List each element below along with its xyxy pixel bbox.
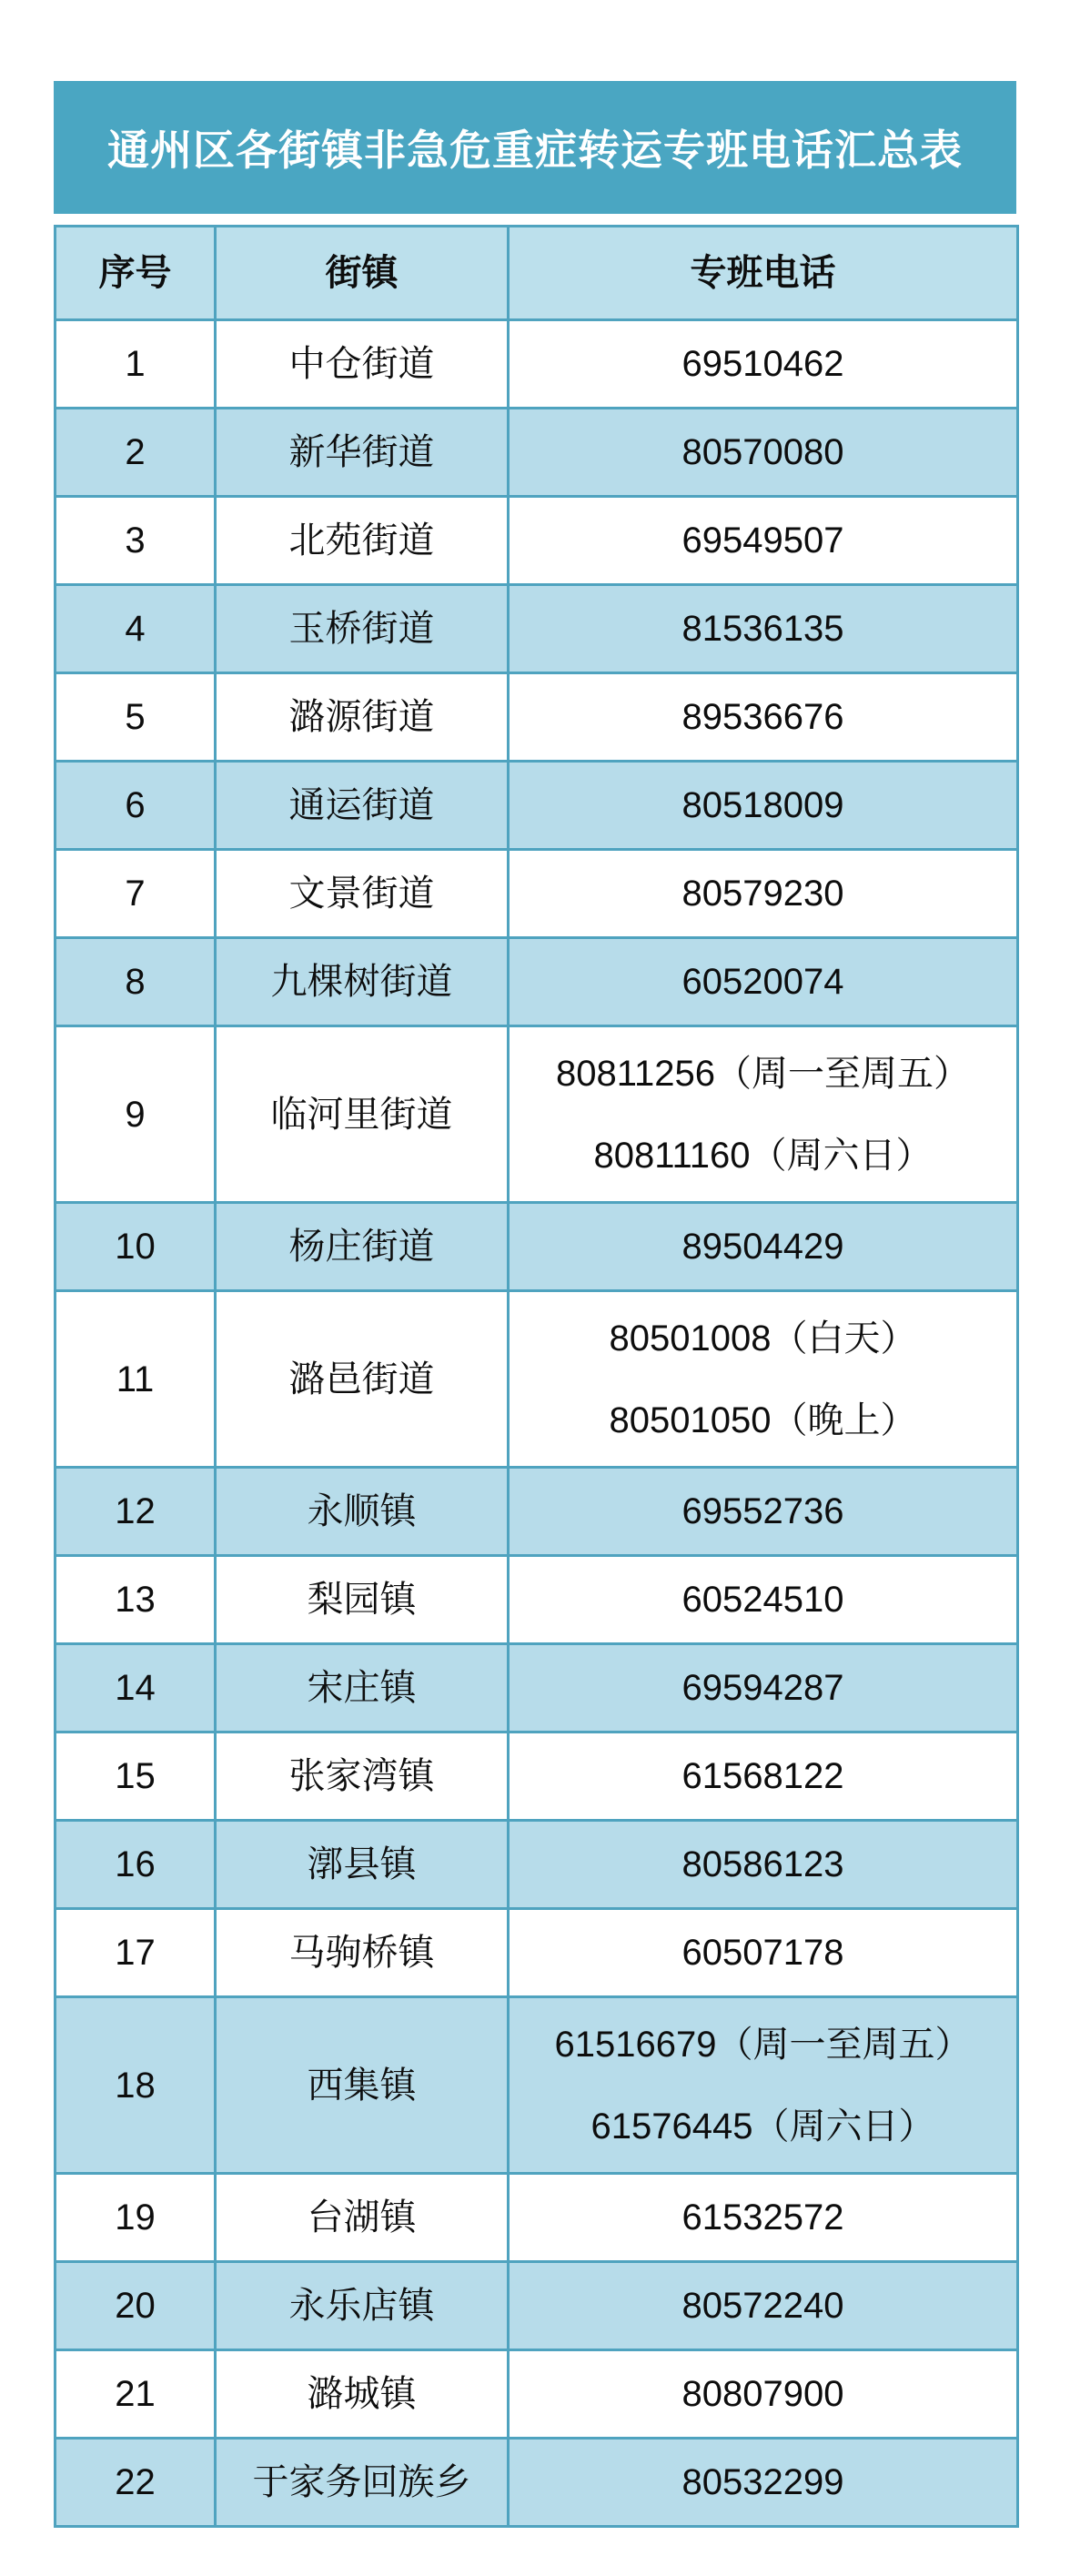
table-row: [56, 1291, 1018, 1468]
phone-lines: [510, 346, 1016, 382]
town-cell: 宋庄镇: [216, 1644, 509, 1732]
phone-lines: [510, 1228, 1016, 1265]
title-table-gap: [54, 214, 1070, 225]
phone-lines: [510, 2026, 1016, 2145]
phone-cell: [509, 497, 1018, 585]
town-cell: 梨园镇: [216, 1556, 509, 1644]
phone-lines: [510, 1053, 1016, 1176]
table-row: [56, 2174, 1018, 2262]
phone-lines: [510, 1758, 1016, 1794]
phone-lines: [510, 1493, 1016, 1530]
row-index-cell: 22: [56, 2439, 216, 2527]
phone-lines: [510, 522, 1016, 559]
phone-cell: [509, 320, 1018, 409]
table-row: [56, 409, 1018, 497]
table-row: [56, 850, 1018, 938]
town-cell: 张家湾镇: [216, 1732, 509, 1821]
row-index-cell: 2: [56, 409, 216, 497]
town-cell: 潞城镇: [216, 2350, 509, 2439]
phone-number: 80807900: [681, 2374, 844, 2414]
table-row: [56, 585, 1018, 673]
phone-cell: [509, 1203, 1018, 1291]
table-row: [56, 762, 1018, 850]
town-cell: 潞邑街道: [216, 1291, 509, 1468]
phone-number: 69552736: [681, 1491, 844, 1531]
phone-number: 61576445（周六日）: [591, 2106, 935, 2147]
phone-cell: [509, 673, 1018, 762]
town-cell: 玉桥街道: [216, 585, 509, 673]
town-cell: 临河里街道: [216, 1026, 509, 1203]
phone-cell: [509, 938, 1018, 1026]
phone-lines: [510, 787, 1016, 823]
phone-number: 69549507: [681, 520, 844, 561]
table-row: [56, 2439, 1018, 2527]
table-row: [56, 1997, 1018, 2174]
phone-number: 89536676: [681, 697, 844, 737]
phone-cell: [509, 1556, 1018, 1644]
table-row: [56, 1732, 1018, 1821]
table-row: [56, 497, 1018, 585]
phone-number: 80570080: [681, 432, 844, 472]
phone-cell: [509, 1468, 1018, 1556]
row-index-cell: 3: [56, 497, 216, 585]
table-row: [56, 673, 1018, 762]
town-cell: 永乐店镇: [216, 2262, 509, 2350]
phone-cell: [509, 2262, 1018, 2350]
row-index-cell: 9: [56, 1026, 216, 1203]
table-row: [56, 320, 1018, 409]
town-cell: 台湖镇: [216, 2174, 509, 2262]
phone-cell: [509, 1821, 1018, 1909]
row-index-cell: 15: [56, 1732, 216, 1821]
town-cell: 潞源街道: [216, 673, 509, 762]
phone-cell: [509, 2439, 1018, 2527]
phone-lines: [510, 2376, 1016, 2412]
table-row: [56, 1203, 1018, 1291]
town-cell: 杨庄街道: [216, 1203, 509, 1291]
phone-number: 60507178: [681, 1933, 844, 1973]
table-row: [56, 1909, 1018, 1997]
town-cell: 中仓街道: [216, 320, 509, 409]
phone-lines: [510, 2464, 1016, 2500]
phone-lines: [510, 434, 1016, 470]
phone-number: 60524510: [681, 1580, 844, 1620]
table-row: [56, 1821, 1018, 1909]
table-row: [56, 2262, 1018, 2350]
table-row: [56, 1644, 1018, 1732]
phone-cell: [509, 585, 1018, 673]
town-cell: 北苑街道: [216, 497, 509, 585]
row-index-cell: 4: [56, 585, 216, 673]
phone-number: 80501050（晚上）: [609, 1399, 917, 1440]
phone-number: 69594287: [681, 1668, 844, 1708]
phone-number: 80501008（白天）: [609, 1318, 917, 1359]
phone-number: 81536135: [681, 609, 844, 649]
phone-number: 80572240: [681, 2286, 844, 2326]
row-index-cell: 7: [56, 850, 216, 938]
row-index-cell: 11: [56, 1291, 216, 1468]
phone-cell: [509, 1732, 1018, 1821]
row-index-cell: 6: [56, 762, 216, 850]
phone-number: 60520074: [681, 962, 844, 1002]
table-row: [56, 1026, 1018, 1203]
town-cell: 马驹桥镇: [216, 1909, 509, 1997]
phone-cell: [509, 1644, 1018, 1732]
phone-lines: [510, 964, 1016, 1000]
town-cell: 九棵树街道: [216, 938, 509, 1026]
town-cell: 西集镇: [216, 1997, 509, 2174]
table-row: [56, 938, 1018, 1026]
row-index-cell: 1: [56, 320, 216, 409]
row-index-cell: 14: [56, 1644, 216, 1732]
town-cell: 新华街道: [216, 409, 509, 497]
phone-cell: [509, 409, 1018, 497]
town-cell: 于家务回族乡: [216, 2439, 509, 2527]
phone-cell: [509, 762, 1018, 850]
row-index-cell: 12: [56, 1468, 216, 1556]
phone-lines: [510, 611, 1016, 647]
phone-lines: [510, 1846, 1016, 1883]
row-index-cell: 17: [56, 1909, 216, 1997]
row-index-cell: 10: [56, 1203, 216, 1291]
phone-number: 89504429: [681, 1227, 844, 1267]
row-index-cell: 21: [56, 2350, 216, 2439]
phone-cell: [509, 1026, 1018, 1203]
row-index-cell: 18: [56, 1997, 216, 2174]
phone-lines: [510, 699, 1016, 735]
phone-lines: [510, 875, 1016, 912]
town-cell: 通运街道: [216, 762, 509, 850]
phone-lines: [510, 2199, 1016, 2236]
phone-lines: [510, 2288, 1016, 2324]
phone-cell: [509, 2350, 1018, 2439]
header-cell-phone: 专班电话: [509, 227, 1018, 320]
row-index-cell: 20: [56, 2262, 216, 2350]
phone-number: 61516679（周一至周五）: [554, 2024, 972, 2065]
phone-lines: [510, 1670, 1016, 1706]
table-row: [56, 1468, 1018, 1556]
phone-number: 80586123: [681, 1844, 844, 1884]
header-cell-index: 序号: [56, 227, 216, 320]
town-cell: 文景街道: [216, 850, 509, 938]
phone-cell: [509, 1997, 1018, 2174]
phone-number: 80532299: [681, 2462, 844, 2502]
phone-lines: [510, 1320, 1016, 1439]
phone-number: 61568122: [681, 1756, 844, 1796]
town-cell: 永顺镇: [216, 1468, 509, 1556]
phone-cell: [509, 850, 1018, 938]
phone-number: 80518009: [681, 785, 844, 825]
phone-cell: [509, 2174, 1018, 2262]
phone-lines: [510, 1581, 1016, 1618]
phone-number: 80579230: [681, 874, 844, 914]
town-cell: 漷县镇: [216, 1821, 509, 1909]
phone-cell: [509, 1291, 1018, 1468]
header-cell-town: 街镇: [216, 227, 509, 320]
phone-number: 69510462: [681, 344, 844, 384]
row-index-cell: 16: [56, 1821, 216, 1909]
table-row: [56, 2350, 1018, 2439]
row-index-cell: 19: [56, 2174, 216, 2262]
phone-number: 80811256（周一至周五）: [556, 1053, 970, 1094]
phone-table: [54, 225, 1019, 2528]
phone-number: 61532572: [681, 2197, 844, 2238]
row-index-cell: 5: [56, 673, 216, 762]
phone-cell: [509, 1909, 1018, 1997]
phone-number: 80811160（周六日）: [593, 1135, 933, 1176]
row-index-cell: 8: [56, 938, 216, 1026]
row-index-cell: 13: [56, 1556, 216, 1644]
table-header-row: [56, 227, 1018, 320]
table-row: [56, 1556, 1018, 1644]
page-title: 通州区各街镇非急危重症转运专班电话汇总表: [54, 81, 1016, 214]
phone-lines: [510, 1935, 1016, 1971]
